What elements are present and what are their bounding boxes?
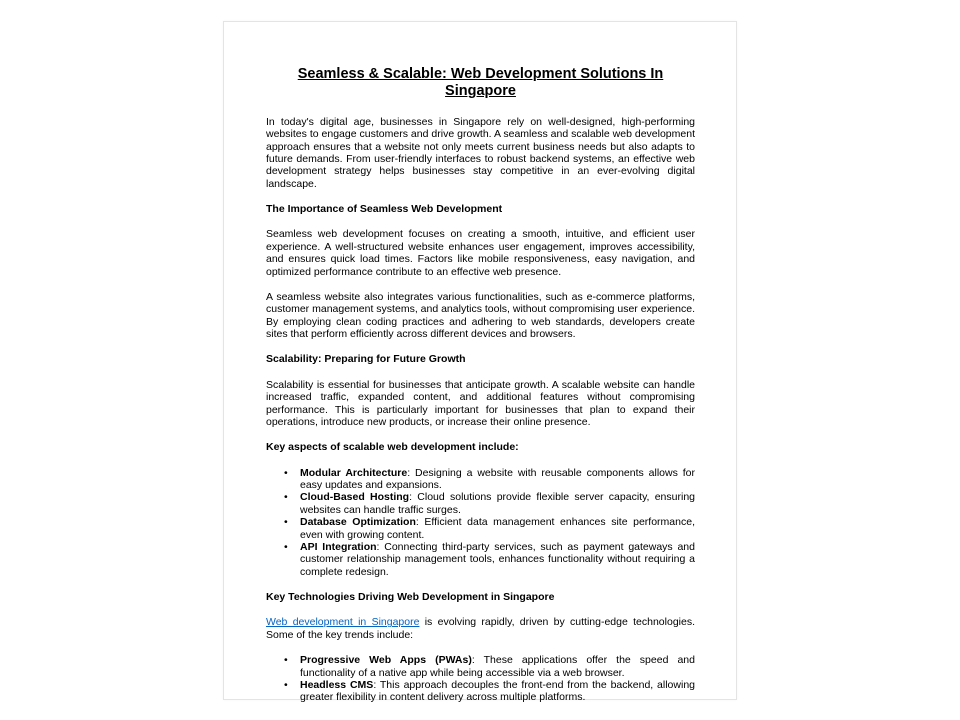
bullet-term: API Integration [300, 540, 377, 553]
paragraph: Seamless web development focuses on creating a smooth, intuitive, and efficient user experience. A well-structured website enhances user engagement, improves accessibility, and ensures quick load times. Factors like mobile responsiveness, easy navigation, and optimized performance contribute to an effective web presence. [266, 228, 695, 278]
bullet-desc: : Cloud solutions provide flexible server capacity, ensuring websites can handle traffic surges. [300, 491, 695, 516]
document-title: Seamless & Scalable: Web Development Solutions In Singapore [297, 66, 664, 100]
paragraph-with-link [266, 616, 695, 641]
paragraph: A seamless website also integrates various functionalities, such as e-commerce platforms, customer management systems, and analytics tools, without compromising user experience. By employing clean coding practices and adhering to web standards, developers create sites that perform efficiently across different devices and browsers. [266, 290, 695, 341]
bullet-desc: : These applications offer the speed and functionality of a native app while being accessible via a web browser. [300, 654, 695, 679]
bullet-desc: : Designing a website with reusable components allows for easy updates and expansions. [300, 466, 695, 492]
paragraph: Scalability is essential for businesses that anticipate growth. A scalable website can handle increased traffic, expanded content, and additional features without compromising performance. This is particularly important for businesses that plan to expand their operations, introduce new products, or increase their online presence. [266, 378, 695, 428]
technologies-bullet-list [266, 654, 695, 704]
bullet-term: Progressive Web Apps (PWAs) [300, 654, 472, 667]
bullet-desc: : This approach decouples the front-end from the backend, allowing greater flexibility in content delivery across multiple platforms. [300, 678, 695, 704]
bullet-desc: : Connecting third-party services, such as payment gateways and customer relationship management tools, enhances functionality without requiring a complete redesign. [300, 540, 695, 578]
bullet-term: Database Optimization [300, 516, 416, 529]
list-item [266, 679, 695, 704]
document-content [224, 22, 736, 704]
list-item [266, 516, 695, 541]
bullet-desc: : Efficient data management enhances site performance, even with growing content. [300, 516, 695, 541]
intro-paragraph: In today's digital age, businesses in Singapore rely on well-designed, high-performing websites to engage customers and drive growth. A seamless and scalable web development approach ensures that a website not only meets current business needs but also adapts to future demands. From user-friendly interfaces to robust backend systems, an effective web development strategy helps businesses stay competitive in an ever-evolving digital landscape. [266, 115, 695, 190]
list-item [266, 491, 695, 516]
list-item [266, 654, 695, 679]
list-heading-key-aspects: Key aspects of scalable web development include: [266, 441, 519, 454]
link-paragraph-rest: is evolving rapidly, driven by cutting-edge technologies. Some of the key trends include: [266, 616, 695, 641]
section-heading-scalability: Scalability: Preparing for Future Growth [266, 353, 466, 366]
list-item [266, 467, 695, 492]
document-page [223, 21, 737, 704]
section-heading-technologies: Key Technologies Driving Web Development in Singapore [266, 591, 555, 604]
list-item [266, 541, 695, 578]
scalability-bullet-list [266, 467, 695, 578]
web-development-singapore-link[interactable]: Web development in Singapore [266, 616, 420, 629]
section-heading-importance: The Importance of Seamless Web Development [266, 203, 503, 216]
bullet-term: Cloud-Based Hosting [300, 491, 410, 504]
bullet-term: Modular Architecture [300, 466, 408, 479]
bullet-term: Headless CMS [300, 678, 374, 691]
